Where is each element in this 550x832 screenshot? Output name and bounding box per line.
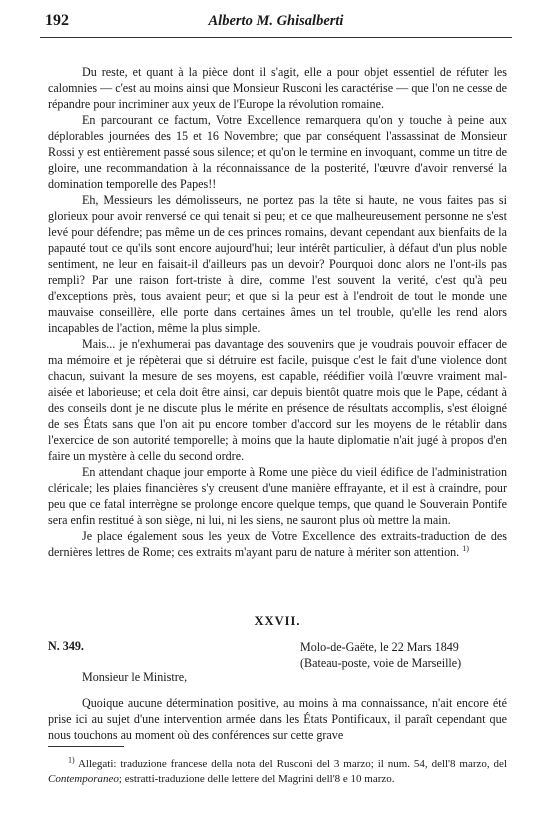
footnote-rule — [48, 746, 124, 747]
letter-text — [48, 695, 507, 743]
section-number: XXVII. — [254, 614, 301, 628]
running-head: Alberto M. Ghisalberti — [208, 13, 344, 29]
salutation: Monsieur le Ministre, — [82, 670, 188, 684]
footnote-text-italic: Contemporaneo — [48, 772, 119, 785]
paragraph-last — [48, 528, 507, 560]
paragraph: En attendant chaque jour emporte à Rome une pièce du vieil édifice de l'administration cléricale; les plaies financières s'y creusent d'une manière effrayante, et il est à craindre, pour peu que ce fatal interrègne se prolonge encore quelque temps, que quand le Souverain Pontife sera enfin restitué à son siège, ni lui, ni les siens, ne sauront plus où mettre la main. — [48, 465, 507, 527]
document-number: N. 349. — [48, 639, 84, 653]
page-number: 192 — [45, 12, 69, 29]
place-date: Molo-de-Gaëte, le 22 Mars 1849 — [300, 640, 459, 654]
footnote-text-before: Allegati: traduzione francese della nota del Rusconi del 3 marzo; il num. 54, dell'8 marzo, del — [77, 758, 507, 770]
footnote-mark: 1) — [68, 755, 75, 765]
letter-paragraph: Quoique aucune détermination positive, au moins à ma connaissance, n'ait encore été prise ici au sujet d'une intervention armée dans les États Pontificaux, il paraît cependant que nous touchons au moment où des conférences sur cette grave — [48, 696, 507, 742]
paragraph: En parcourant ce factum, Votre Excellence remarquera qu'on y touche à peine aux déplorables journées des 15 et 16 Novembre; que par conséquent l'assassinat de Monsieur Rossi y est entièrement passé sous silence; et qu'on le termine en invoquant, comme un titre de gloire, une recommandation à la réconnaissance de la posterité, l'œuvre d'avoir renversé la domination temporelle des Papes!! — [48, 113, 507, 191]
footnote-text-after: ; estratti-traduzione delle lettere del Magrini dell'8 e 10 marzo. — [118, 772, 395, 785]
footnote — [48, 757, 507, 786]
paragraph: Eh, Messieurs les démolisseurs, ne portez pas la tête si haute, ne vous faites pas si glorieux pour avoir renversé ce qui tenait si peu; et ce que malheureusement personne ne s'est levé pour défendre; pas même un de ces princes romains, devant cependant aux bienfaits de la papauté tout ce qu'ils sont encore aujourd'hui; leur intérêt particulier, à défaut d'un plus noble sentiment, ne leur en faisait-il d'ailleurs pas un devoir? Pourquoi donc alors ne l'ont-ils pas rempli? Par une raison fort-triste à dire, comme l'est souvent la verité, c'est qu'à peu d'exceptions près, tous avaient peur; et que si la peur est à l'endroit de tout le monde une mauvaise conseillère, elle porte dans certaines âmes un tel trouble, qu'elle les rend alors incapables de l'action, même la plus simple. — [48, 193, 507, 335]
body-text — [48, 64, 507, 560]
dispatch-route: (Bateau-poste, voie de Marseille) — [300, 656, 462, 670]
place-date-block — [300, 639, 507, 671]
paragraph-text: Je place également sous les yeux de Votre Excellence des extraits-traduction de des dernières lettres de Rome; ces extraits m'ayant paru de nature à mériter son attention. — [48, 529, 507, 559]
page-header — [45, 12, 507, 32]
paragraph: Du reste, et quant à la pièce dont il s'agit, elle a pour objet essentiel de réfuter les calomnies — c'est au moins ainsi que Monsieur Rusconi les caractérise — que l'on ne cesse de répandre pour incriminer aux yeux de l'Europe la révolution romaine. — [48, 65, 507, 111]
paragraph: Mais... je n'exhumerai pas davantage des souvenirs que je voudrais pouvoir effacer de ma mémoire et je répèterai que si détruire est facile, puisque c'est le fait d'une violence dont chacun, suivant la mesure de ses moyens, est capable, réédifier voilà l'œuvre vraiment mal-aisée et laborieuse; et cela doit être ainsi, car depuis bientôt quatre mois que le Pape, cédant à des conseils dont je ne discute plus le mérite en présence de résultats accomplis, s'est éloigné de ses États sans que l'on ait pu encore tomber d'accord sur les moyens de le rétablir dans l'exercice de son autorité temporelle; à moins que la haute diplomatie n'ait jugé à propos d'en faire un mystère à celle du second ordre. — [48, 337, 507, 463]
header-rule — [40, 37, 512, 38]
footnote-reference: 1) — [462, 543, 469, 553]
